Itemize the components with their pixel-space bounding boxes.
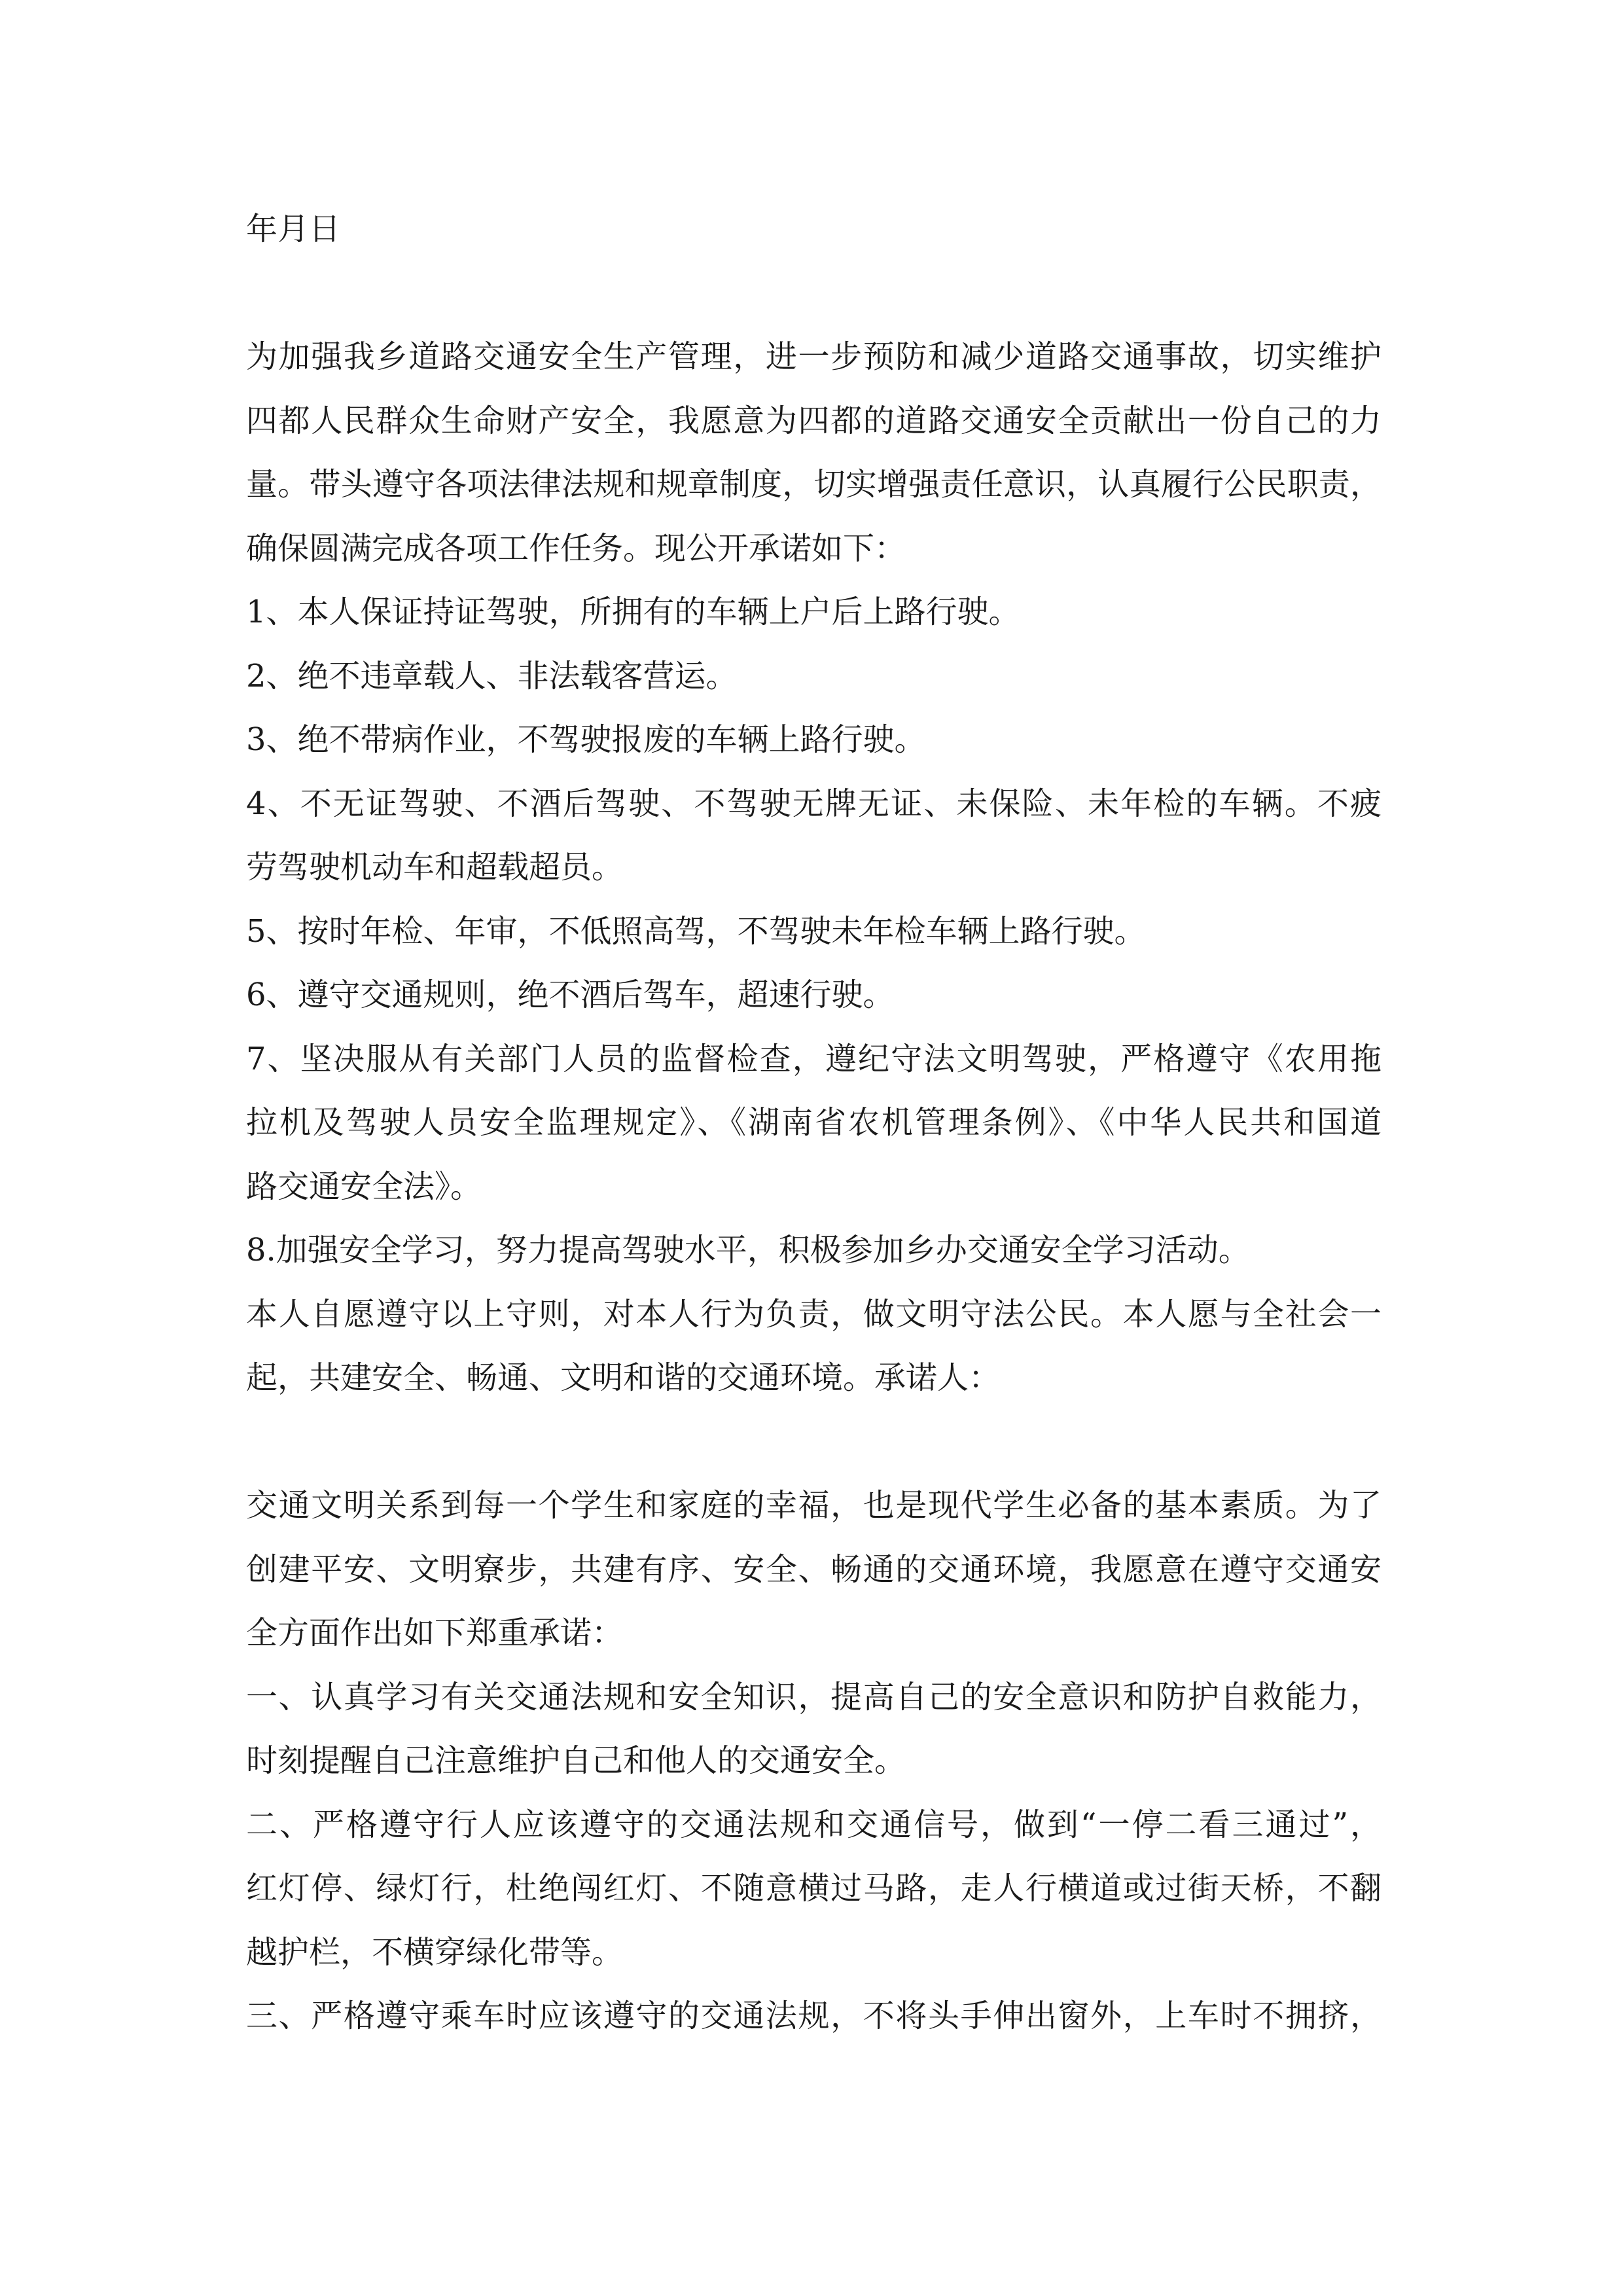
paragraph-line: 四都人民群众生命财产安全，我愿意为四都的道路交通安全贡献出一份自己的力 — [246, 402, 1382, 439]
pledge-item-7: 7、坚决服从有关部门人员的监督检查，遵纪守法文明驾驶，严格遵守《农用拖 — [246, 1040, 1382, 1077]
student-item-2-cont: 红灯停、绿灯行，杜绝闯红灯、不随意横过马路，走人行横道或过街天桥，不翻 — [246, 1870, 1382, 1907]
pledge-item-5: 5、按时年检、年审，不低照高驾，不驾驶未年检车辆上路行驶。 — [246, 912, 1146, 950]
student-item-2: 二、严格遵守行人应该遵守的交通法规和交通信号，做到“一停二看三通过”， — [246, 1806, 1382, 1843]
paragraph-line: 确保圆满完成各项工作任务。现公开承诺如下： — [246, 529, 906, 567]
blank-line — [246, 262, 1382, 326]
document-body — [246, 198, 1382, 2049]
student-item-2-cont: 越护栏，不横穿绿化带等。 — [246, 1933, 624, 1971]
pledge-item-6: 6、遵守交通规则，绝不酒后驾车，超速行驶。 — [246, 977, 895, 1013]
pledge-item-4: 4、不无证驾驶、不酒后驾驶、不驾驶无牌无证、未保险、未年检的车辆。不疲 — [246, 785, 1382, 822]
student-item-1-cont: 时刻提醒自己注意维护自己和他人的交通安全。 — [246, 1742, 906, 1779]
paragraph-line: 为加强我乡道路交通安全生产管理，进一步预防和减少道路交通事故，切实维护 — [246, 338, 1382, 375]
pledge-item-2: 2、绝不违章载人、非法载客营运。 — [246, 657, 738, 694]
date-line: 年月日 — [246, 211, 341, 247]
paragraph-line: 全方面作出如下郑重承诺： — [246, 1615, 624, 1651]
pledge-item-4-cont: 劳驾驶机动车和超载超员。 — [246, 849, 624, 886]
paragraph-line: 交通文明关系到每一个学生和家庭的幸福，也是现代学生必备的基本素质。为了 — [246, 1487, 1382, 1524]
closing-line: 本人自愿遵守以上守则，对本人行为负责，做文明守法公民。本人愿与全社会一 — [246, 1295, 1382, 1333]
pledge-item-8: 8.加强安全学习，努力提高驾驶水平，积极参加乡办交通安全学习活动。 — [246, 1232, 1250, 1268]
pledge-item-1: 1、本人保证持证驾驶，所拥有的车辆上户后上路行驶。 — [246, 594, 1020, 630]
pledge-item-3: 3、绝不带病作业，不驾驶报废的车辆上路行驶。 — [246, 721, 926, 758]
student-item-1: 一、认真学习有关交通法规和安全知识，提高自己的安全意识和防护自救能力， — [246, 1678, 1382, 1715]
blank-line — [246, 1410, 1382, 1475]
section-traffic-pledge — [246, 325, 1382, 1410]
pledge-item-7-cont: 路交通安全法》。 — [246, 1168, 482, 1205]
closing-line: 起，共建安全、畅通、文明和谐的交通环境。承诺人： — [246, 1359, 1001, 1396]
pledge-item-7-cont: 拉机及驾驶人员安全监理规定》、《湖南省农机管理条例》、《中华人民共和国道 — [246, 1104, 1382, 1141]
student-item-3: 三、严格遵守乘车时应该遵守的交通法规，不将头手伸出窗外，上车时不拥挤， — [246, 1998, 1382, 2034]
paragraph-line: 量。带头遵守各项法律法规和规章制度，切实增强责任意识，认真履行公民职责， — [246, 466, 1382, 503]
paragraph-line: 创建平安、文明寮步，共建有序、安全、畅通的交通环境，我愿意在遵守交通安 — [246, 1551, 1382, 1588]
section-student-pledge — [246, 1474, 1382, 2049]
